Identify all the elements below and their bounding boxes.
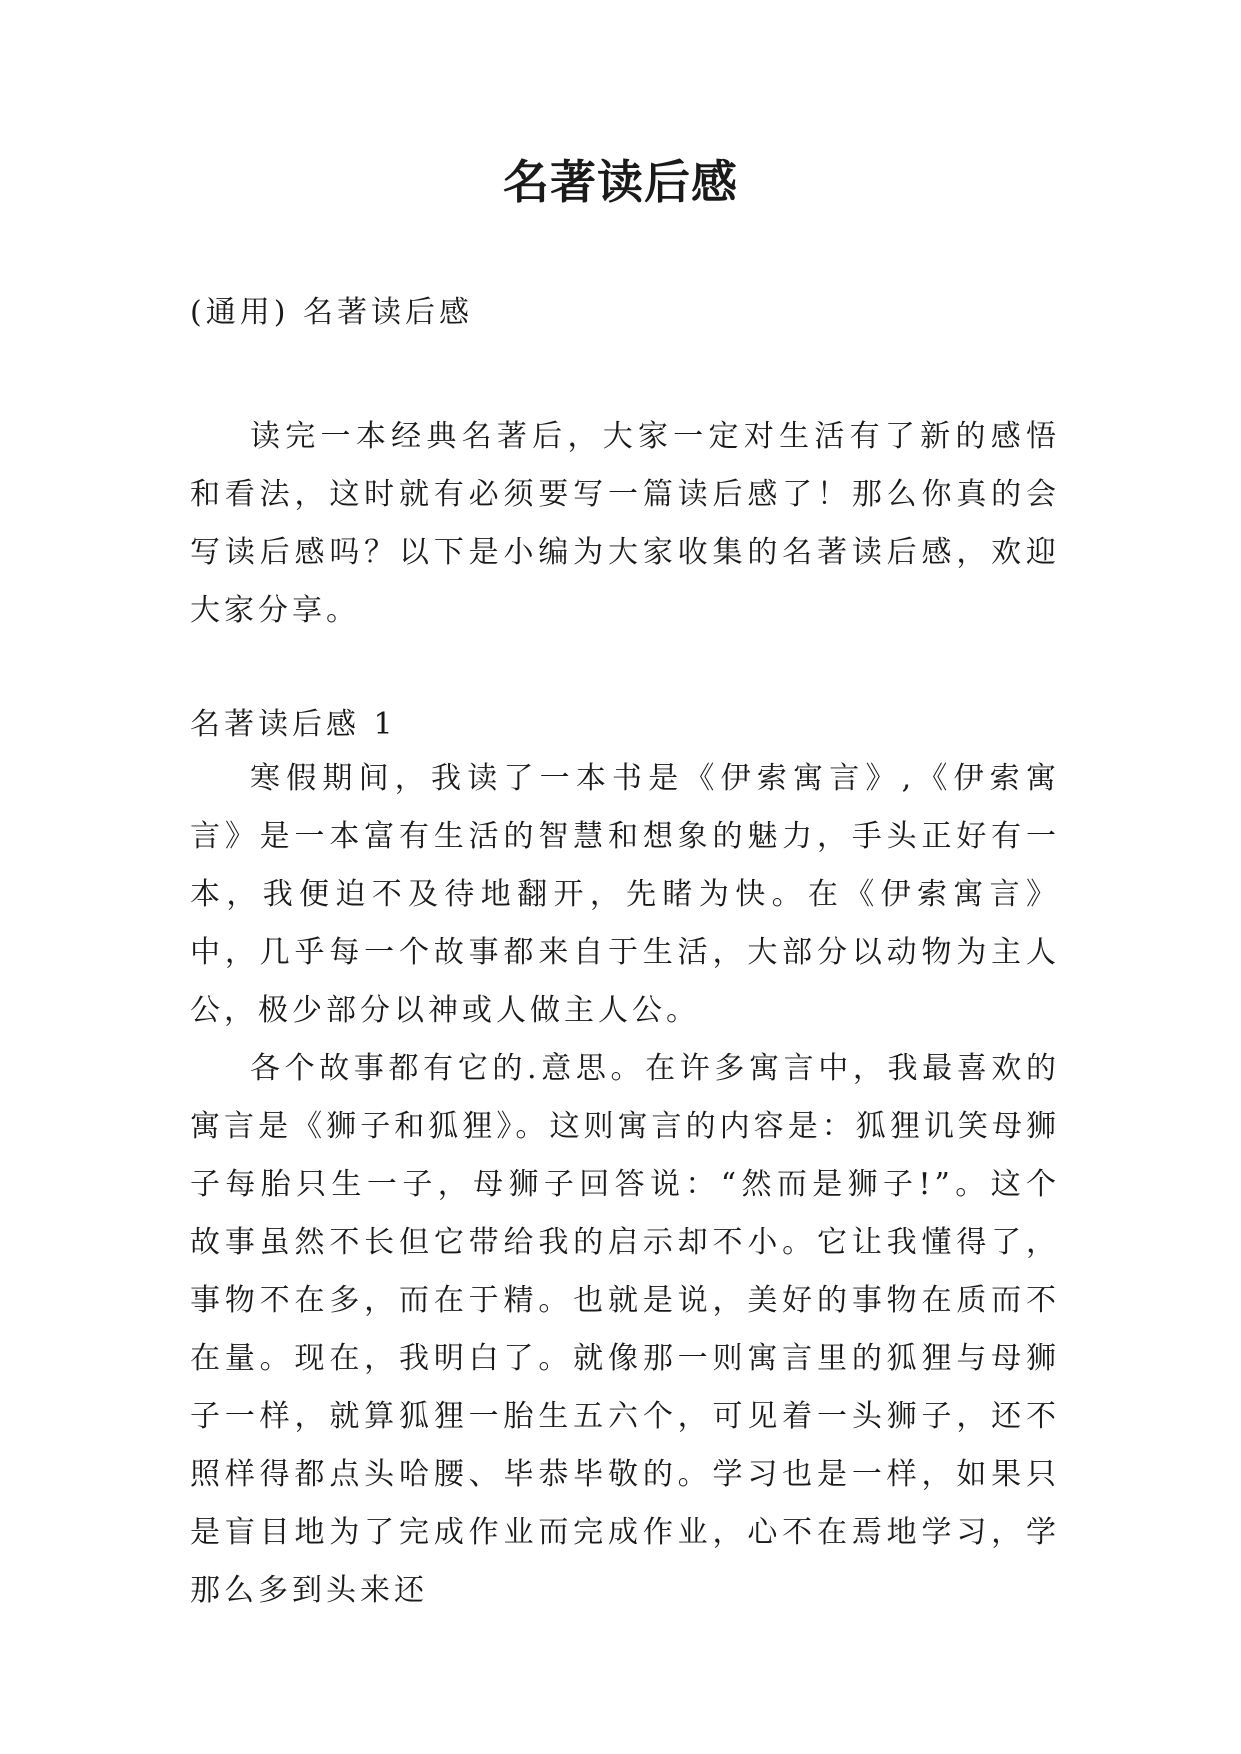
- body-paragraph: 寒假期间，我读了一本书是《伊索寓言》,《伊索寓言》是一本富有生活的智慧和想象的魅力，手头正好有一本，我便迫不及待地翻开，先睹为快。在《伊索寓言》中，几乎每一个故事都来自于生活，大部分以动物为主人公，极少部分以神或人做主人公。: [190, 761, 1060, 1028]
- intro-paragraph: 读完一本经典名著后，大家一定对生活有了新的感悟和看法，这时就有必须要写一篇读后感了！那么你真的会写读后感吗？以下是小编为大家收集的名著读后感，欢迎大家分享。: [190, 419, 1060, 628]
- section-heading: 名著读后感 1: [190, 707, 397, 742]
- document-subtitle: (通用) 名著读后感: [190, 295, 473, 330]
- body-paragraph: 各个故事都有它的.意思。在许多寓言中，我最喜欢的寓言是《狮子和狐狸》。这则寓言的内容是：狐狸讥笑母狮子每胎只生一子，母狮子回答说：“然而是狮子!”。这个故事虽然不长但它带给我的启示却不小。它让我懂得了，事物不在多，而在于精。也就是说，美好的事物在质而不在量。现在，我明白了。就像那一则寓言里的狐狸与母狮子一样，就算狐狸一胎生五六个，可见着一头狮子，还不照样得都点头哈腰、毕恭毕敬的。学习也是一样，如果只是盲目地为了完成作业而完成作业，心不在焉地学习，学那么多到头来还: [190, 1051, 1060, 1608]
- document-title: 名著读后感: [503, 155, 738, 209]
